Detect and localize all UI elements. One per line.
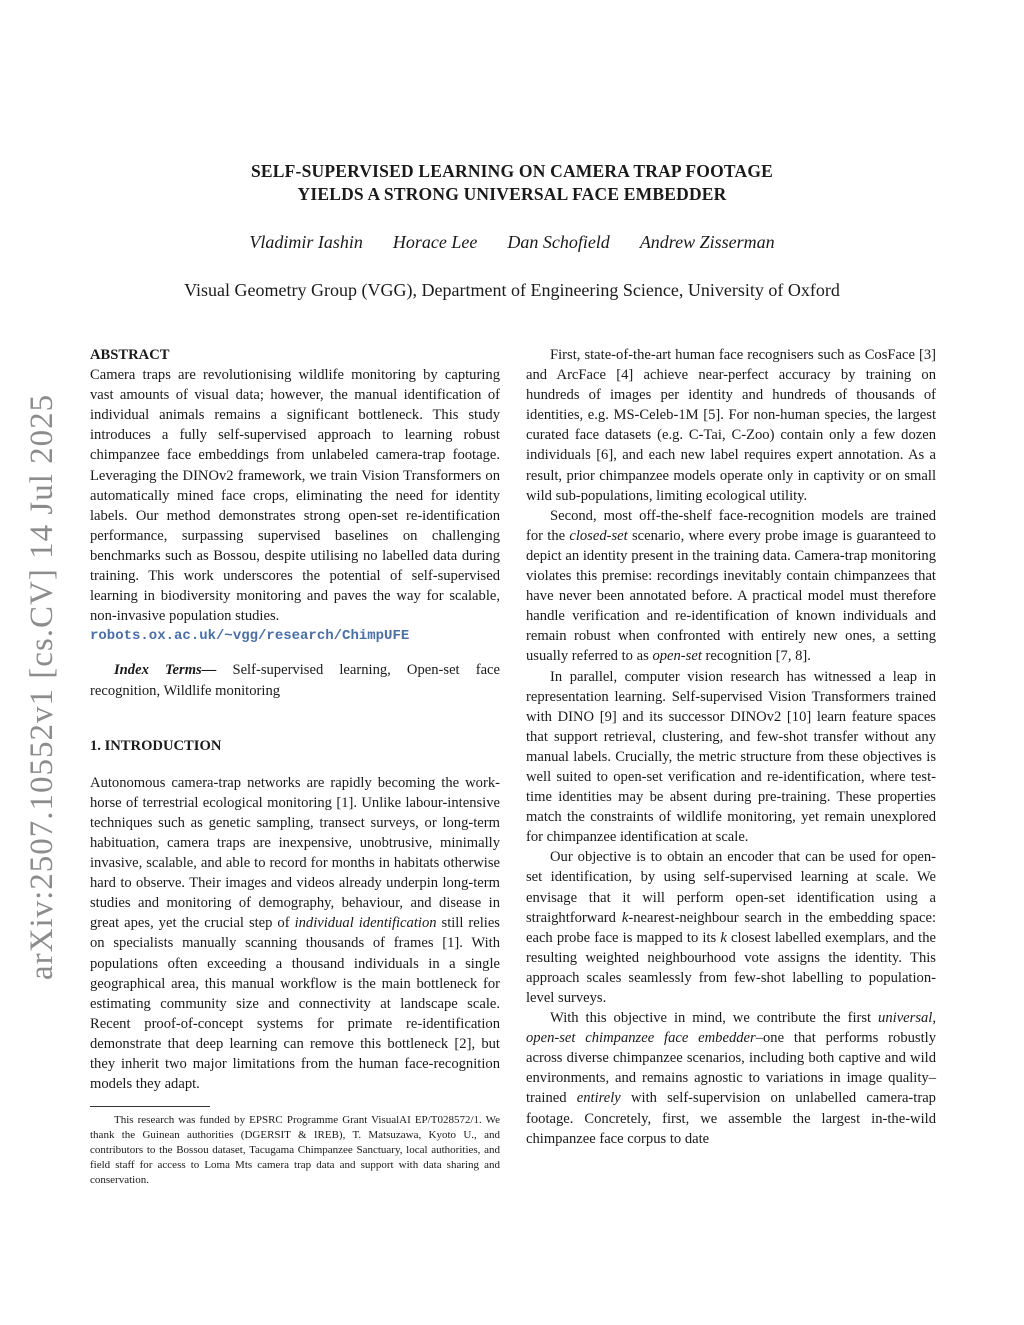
- emphasis-individual-identification: individual identification: [294, 915, 437, 932]
- left-column: [90, 345, 500, 1188]
- funding-footnote: This research was funded by EPSRC Programme Grant VisualAI EP/T028572/1. We thank the Guinean authorities (DGERSIT & IREB), T. Matsuzawa, Kyoto U., and contributors to the Bossou dataset, Tacugama Chimpanzee Sanctuary, local authorities, and field staff for access to Loma Mts camera trap data and support with data sharing and conservation.: [90, 1114, 500, 1187]
- intro-paragraph-1: Autonomous camera-trap networks are rapidly becoming the work-horse of terrestrial ecological monitoring [1]. Unlike labour-intensive techniques such as genetic sampling, transect surveys, or long-term habituation, camera traps are inexpensive, unobtrusive, minimally invasive, scalable, and able to record for months in habitats otherwise hard to observe. Their images and videos already underpin long-term studies and monitoring of demography, behaviour, and disease in great apes, yet the crucial step of individual identification still relies on specialists manually scanning thousands of frames [1]. With populations often exceeding a thousand individuals in a single geographical area, this manual workflow is the main bottleneck for estimating community size and connectivity at landscape scale. Recent proof-of-concept systems for primate re-identification demonstrate that deep learning can remove this bottleneck [2], but they inherit two major limitations from the human face-recognition models they adapt.: [90, 774, 500, 1093]
- project-url-link[interactable]: robots.ox.ac.uk/~vgg/research/ChimpUFE: [90, 628, 410, 645]
- paragraph-representation-learning: In parallel, computer vision research has witnessed a leap in representation learning. Self-supervised Vision Transformers trained with DINO [9] and its successor DINOv2 [10] learn feature spaces that support retrieval, clustering, and few-shot transfer without any manual labels. Crucially, the metric structure from these objectives is well suited to open-set verification and re-identification, where test-time identities may be absent during pre-training. These properties match the constraints of wildlife monitoring, yet remain unexplored for chimpanzee identification at scale.: [526, 668, 936, 846]
- abstract-text: Camera traps are revolutionising wildlife monitoring by capturing vast amounts of visual data; however, the manual identification of individual animals remains a significant bottleneck. This study introduces a fully self-supervised approach to learning robust chimpanzee face embeddings from unlabeled camera-trap footage. Leveraging the DINOv2 framework, we train Vision Transformers on automatically mined face crops, eliminating the need for identity labels. Our method demonstrates strong open-set re-identification performance, surpassing supervised baselines on challenging benchmarks such as Bossou, despite utilising no labelled data during training. This work underscores the potential of self-supervised learning in biodiversity monitoring and paves the way for scalable, non-invasive population studies.: [90, 367, 500, 625]
- emphasis-entirely: entirely: [576, 1090, 621, 1107]
- emphasis-open-set: open-set: [652, 648, 702, 665]
- abstract-heading: ABSTRACT: [90, 347, 170, 363]
- index-terms-text: Self-supervised learning, Open-set face recognition, Wildlife monitoring: [90, 662, 500, 699]
- right-column: [526, 345, 936, 1149]
- affiliation: Visual Geometry Group (VGG), Department of Engineering Science, University of Oxford: [184, 280, 840, 300]
- paragraph-first-limitation: First, state-of-the-art human face recognisers such as CosFace [3] and ArcFace [4] achieve near-perfect accuracy by training on hundreds of images per identity and hundreds of thousands of identities, e.g. MS-Celeb-1M [5]. For non-human species, the largest curated face datasets (e.g. C-Tai, C-Zoo) contain only a few dozen individuals [6], and each new label requires expert annotation. As a result, prior chimpanzee models operate only in captivity or on small wild sub-populations, limiting ecological utility.: [526, 347, 936, 504]
- footnote-rule: [90, 1106, 210, 1107]
- author-1: Vladimir Iashin: [249, 232, 363, 252]
- emphasis-universal-embedder: universal, open-set chimpanzee face embedder: [526, 1010, 937, 1047]
- index-terms-label: Index Terms—: [114, 662, 217, 679]
- title-line-2: YIELDS A STRONG UNIVERSAL FACE EMBEDDER: [297, 184, 727, 204]
- author-4: Andrew Zisserman: [639, 232, 775, 252]
- emphasis-closed-set: closed-set: [569, 527, 628, 544]
- paragraph-contribution: With this objective in mind, we contribute the first universal, open-set chimpanzee face embedder–one that performs robustly across diverse chimpanzee scenarios, including both captive and wild environments, and remains agnostic to variations in image quality–trained entirely with self-supervision on unlabelled camera-trap footage. Concretely, first, we assemble the largest in-the-wild chimpanzee face corpus to date: [526, 1010, 937, 1147]
- author-3: Dan Schofield: [507, 232, 610, 252]
- intro-heading: 1. INTRODUCTION: [90, 737, 222, 754]
- paragraph-second-limitation: Second, most off-the-shelf face-recognition models are trained for the closed-set scenario, where every probe image is guaranteed to depict an identity present in the training data. Camera-trap monitoring violates this premise: recordings inevitably contain chimpanzees that have never been annotated before. A practical model must therefore handle verification and re-identification of known individuals and remain robust when confronted with entirely new ones, a setting usually referred to as open-set recognition [7, 8].: [526, 507, 936, 665]
- author-2: Horace Lee: [392, 232, 478, 252]
- index-terms: [90, 660, 500, 700]
- author-list: [212, 232, 812, 253]
- arxiv-identifier: arXiv:2507.10552v1 [cs.CV] 14 Jul 2025: [24, 393, 60, 980]
- paragraph-objective: Our objective is to obtain an encoder that can be used for open-set identification, by using self-supervised learning at scale. We envisage that it will perform open-set identification using a straightforward k-nearest-neighbour search in the embedding space: each probe face is mapped to its k closest labelled exemplars, and the resulting weighted neighbourhood vote assigns the identity. This approach scales seamlessly from few-shot labelling to population-level surveys.: [526, 849, 936, 1006]
- title-line-1: SELF-SUPERVISED LEARNING ON CAMERA TRAP FOOTAGE: [250, 161, 774, 181]
